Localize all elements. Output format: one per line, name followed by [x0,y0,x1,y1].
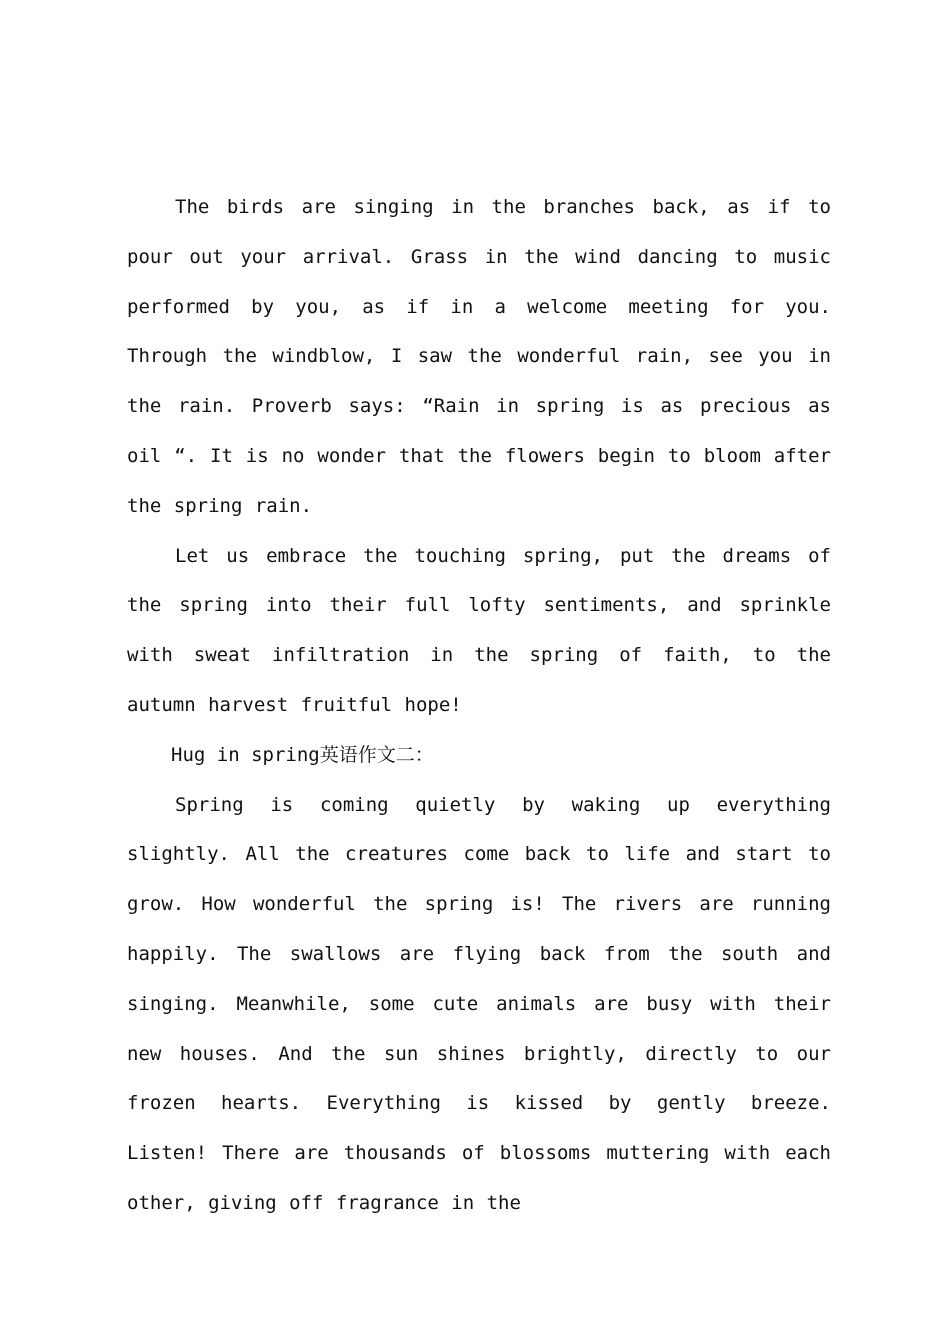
document-body [127,183,831,1229]
section-subheading: Hug in spring英语作文二： [171,743,434,766]
paragraph-embrace: Let us embrace the touching spring, put the dreams of the spring into their full lofty sentiments, and sprinkle with sweat infiltration in the spring of faith, to the autumn harvest fruitful hope! [127,544,831,716]
paragraph-birds: The birds are singing in the branches back, as if to pour out your arrival. Grass in the wind dancing to music performed by you, as if in a welcome meeting for you. Through the windblow, I saw the wonderful rain, see you in the rain. Proverb says: “Rain in spring is as precious as oil “. It is no wonder that the flowers begin to bloom after the spring rain. [127,196,831,517]
paragraph-spring-coming: Spring is coming quietly by waking up everything slightly. All the creatures come back to life and start to grow. How wonderful the spring is! The rivers are running happily. The swallows are flying back from the south and singing. Meanwhile, some cute animals are busy with their new houses. And the sun shines brightly, directly to our frozen hearts. Everything is kissed by gently breeze. Listen! There are thousands of blossoms muttering with each other, giving off fragrance in the [127,793,831,1214]
